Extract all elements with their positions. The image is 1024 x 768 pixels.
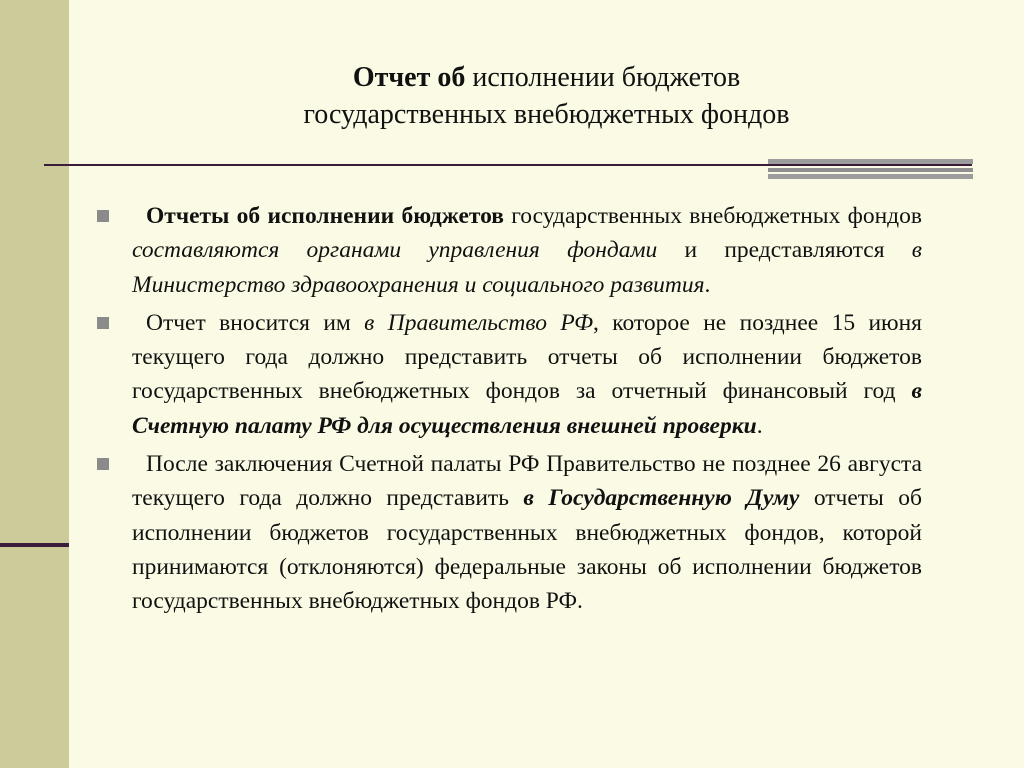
square-bullet-icon: [97, 458, 109, 470]
square-bullet-icon: [97, 317, 109, 329]
text-segment: После заключения Счетной палаты РФ Правительство не позднее 26 августа текущего года должно представить: [132, 451, 922, 512]
square-bullet-icon: [97, 210, 109, 222]
text-segment: в Правительство РФ: [364, 309, 593, 336]
left-accent-line: [0, 543, 69, 547]
title-rest-part: исполнении бюджетов: [465, 62, 741, 93]
title-line-1: [69, 59, 1024, 96]
title-bold-part: Отчет об: [352, 62, 466, 93]
bullet-list: [92, 199, 922, 623]
text-segment: Отчет вносится им: [146, 309, 365, 336]
gray-bar: [768, 159, 973, 164]
text-segment: в Министерство здравоохранения и социального развития: [132, 237, 922, 298]
left-decorative-band: [0, 0, 69, 768]
text-segment: в Счетную палату РФ для осуществления внешней проверки: [132, 378, 922, 439]
text-segment: отчеты об исполнении бюджетов государственных внебюджетных фондов, которой принимаются (отклоняются) федеральные законы об исполнении бюджетов государственных внебюджетных фондов РФ.: [132, 485, 922, 615]
bullet-item: [92, 447, 922, 618]
text-segment: составляются органами управления фондами: [132, 237, 658, 264]
text-segment: и представляются: [657, 237, 912, 264]
text-segment: в Государственную Думу: [523, 485, 800, 512]
text-segment: Отчеты об исполнении бюджетов: [146, 203, 504, 229]
text-segment: .: [704, 271, 711, 298]
text-segment: , которое не позднее 15 июня текущего года должно представить отчеты об исполнении бюджетов государственных внебюджетных фондов за отчетный финансовый год: [132, 309, 922, 405]
text-segment: государственных внебюджетных фондов: [503, 203, 922, 229]
bullet-item: [92, 199, 922, 302]
decorative-gray-bars: [768, 159, 973, 179]
title-line-2: государственных внебюджетных фондов: [303, 99, 790, 130]
slide-title: [69, 59, 1024, 133]
text-segment: .: [756, 412, 763, 439]
bullet-item: [92, 306, 922, 443]
gray-bar: [768, 168, 973, 172]
gray-bar: [768, 174, 973, 179]
